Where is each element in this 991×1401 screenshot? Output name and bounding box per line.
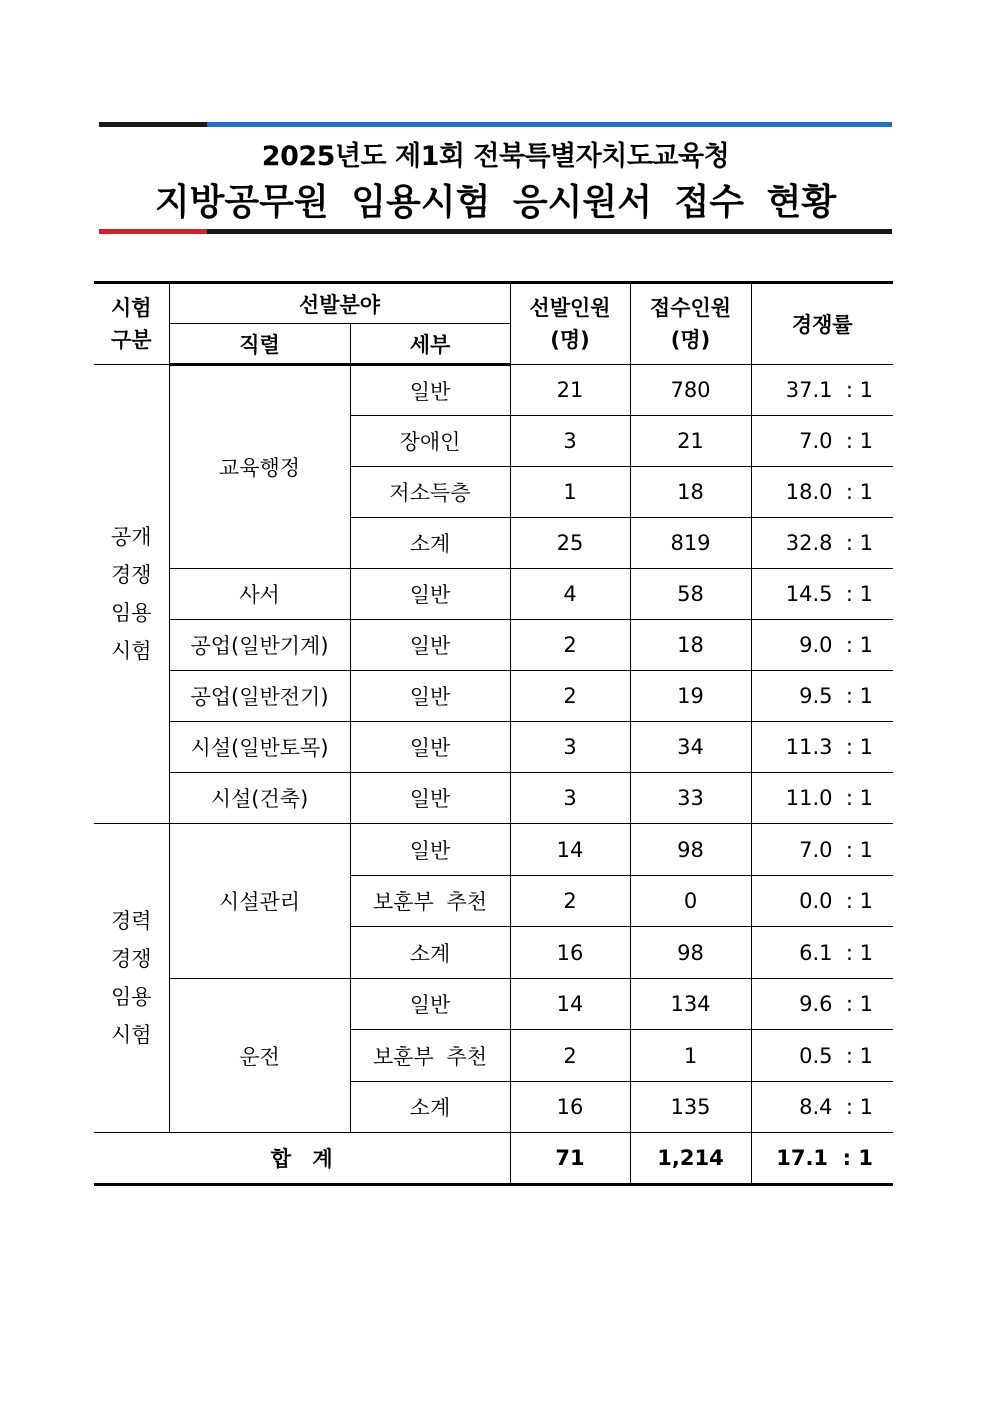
job-driving: 운전 [169, 979, 350, 1133]
ratio-cell: 0.5 : 1 [751, 1030, 893, 1082]
title-bottom-bar [99, 229, 892, 234]
selected-cell: 25 [510, 518, 630, 569]
job-cell: 공업(일반기계) [169, 620, 350, 671]
detail-cell: 일반 [350, 569, 510, 620]
detail-cell: 일반 [350, 620, 510, 671]
selected-cell: 1 [510, 467, 630, 518]
job-cell: 시설(건축) [169, 773, 350, 824]
selected-cell: 2 [510, 620, 630, 671]
detail-cell: 보훈부 추천 [350, 1030, 510, 1082]
applied-cell: 19 [630, 671, 751, 722]
job-edu-admin: 교육행정 [169, 365, 350, 569]
detail-cell: 일반 [350, 773, 510, 824]
job-facility: 시설관리 [169, 824, 350, 979]
ratio-cell: 9.5 : 1 [751, 671, 893, 722]
job-cell: 공업(일반전기) [169, 671, 350, 722]
applied-cell: 780 [630, 365, 751, 416]
selected-cell: 2 [510, 671, 630, 722]
ratio-cell: 6.1 : 1 [751, 927, 893, 979]
header-detail: 세부 [350, 324, 510, 365]
application-stats-table [94, 281, 893, 1186]
detail-cell: 소계 [350, 1082, 510, 1133]
selected-cell: 14 [510, 979, 630, 1030]
selected-cell: 14 [510, 824, 630, 876]
detail-cell: 보훈부 추천 [350, 876, 510, 927]
header-ratio: 경쟁률 [751, 283, 893, 365]
selected-cell: 4 [510, 569, 630, 620]
applied-cell: 18 [630, 620, 751, 671]
header-job: 직렬 [169, 324, 350, 365]
header-applied: 접수인원 (명) [630, 283, 751, 365]
total-label: 합 계 [94, 1133, 510, 1185]
ratio-cell: 14.5 : 1 [751, 569, 893, 620]
selected-cell: 3 [510, 773, 630, 824]
header-exam-type: 시험 구분 [94, 283, 169, 365]
detail-cell: 저소득층 [350, 467, 510, 518]
ratio-cell: 32.8 : 1 [751, 518, 893, 569]
ratio-cell: 11.0 : 1 [751, 773, 893, 824]
selected-cell: 2 [510, 876, 630, 927]
applied-cell: 18 [630, 467, 751, 518]
selected-cell: 2 [510, 1030, 630, 1082]
applied-cell: 819 [630, 518, 751, 569]
selected-cell: 16 [510, 927, 630, 979]
total-applied: 1,214 [630, 1133, 751, 1185]
ratio-cell: 7.0 : 1 [751, 416, 893, 467]
bar-segment-blue [207, 122, 892, 127]
ratio-cell: 7.0 : 1 [751, 824, 893, 876]
selected-cell: 3 [510, 722, 630, 773]
title-line-1: 2025년도 제1회 전북특별자치도교육청 [261, 141, 730, 172]
detail-cell: 일반 [350, 824, 510, 876]
total-selected: 71 [510, 1133, 630, 1185]
title-top-bar [99, 122, 892, 127]
detail-cell: 일반 [350, 722, 510, 773]
ratio-cell: 9.6 : 1 [751, 979, 893, 1030]
bar-segment-black [99, 122, 207, 127]
job-cell: 사서 [169, 569, 350, 620]
selected-cell: 3 [510, 416, 630, 467]
applied-cell: 34 [630, 722, 751, 773]
header-field: 선발분야 [169, 283, 510, 324]
detail-cell: 일반 [350, 979, 510, 1030]
ratio-cell: 9.0 : 1 [751, 620, 893, 671]
applied-cell: 98 [630, 824, 751, 876]
title-line-2: 지방공무원 임용시험 응시원서 접수 현황 [154, 182, 837, 223]
applied-cell: 1 [630, 1030, 751, 1082]
total-ratio: 17.1 : 1 [751, 1133, 893, 1185]
detail-cell: 장애인 [350, 416, 510, 467]
applied-cell: 134 [630, 979, 751, 1030]
group-label-open: 공개 경쟁 임용 시험 [94, 365, 169, 824]
ratio-cell: 37.1 : 1 [751, 365, 893, 416]
applied-cell: 58 [630, 569, 751, 620]
ratio-cell: 18.0 : 1 [751, 467, 893, 518]
job-cell: 시설(일반토목) [169, 722, 350, 773]
applied-cell: 98 [630, 927, 751, 979]
ratio-cell: 0.0 : 1 [751, 876, 893, 927]
applied-cell: 0 [630, 876, 751, 927]
ratio-cell: 11.3 : 1 [751, 722, 893, 773]
bar-segment-red [99, 229, 207, 234]
detail-cell: 소계 [350, 518, 510, 569]
detail-cell: 소계 [350, 927, 510, 979]
group-label-career: 경력 경쟁 임용 시험 [94, 824, 169, 1133]
selected-cell: 21 [510, 365, 630, 416]
bar-segment-black [207, 229, 892, 234]
applied-cell: 135 [630, 1082, 751, 1133]
applied-cell: 33 [630, 773, 751, 824]
title-block [99, 122, 892, 234]
detail-cell: 일반 [350, 671, 510, 722]
applied-cell: 21 [630, 416, 751, 467]
detail-cell: 일반 [350, 365, 510, 416]
ratio-cell: 8.4 : 1 [751, 1082, 893, 1133]
selected-cell: 16 [510, 1082, 630, 1133]
header-selected: 선발인원 (명) [510, 283, 630, 365]
